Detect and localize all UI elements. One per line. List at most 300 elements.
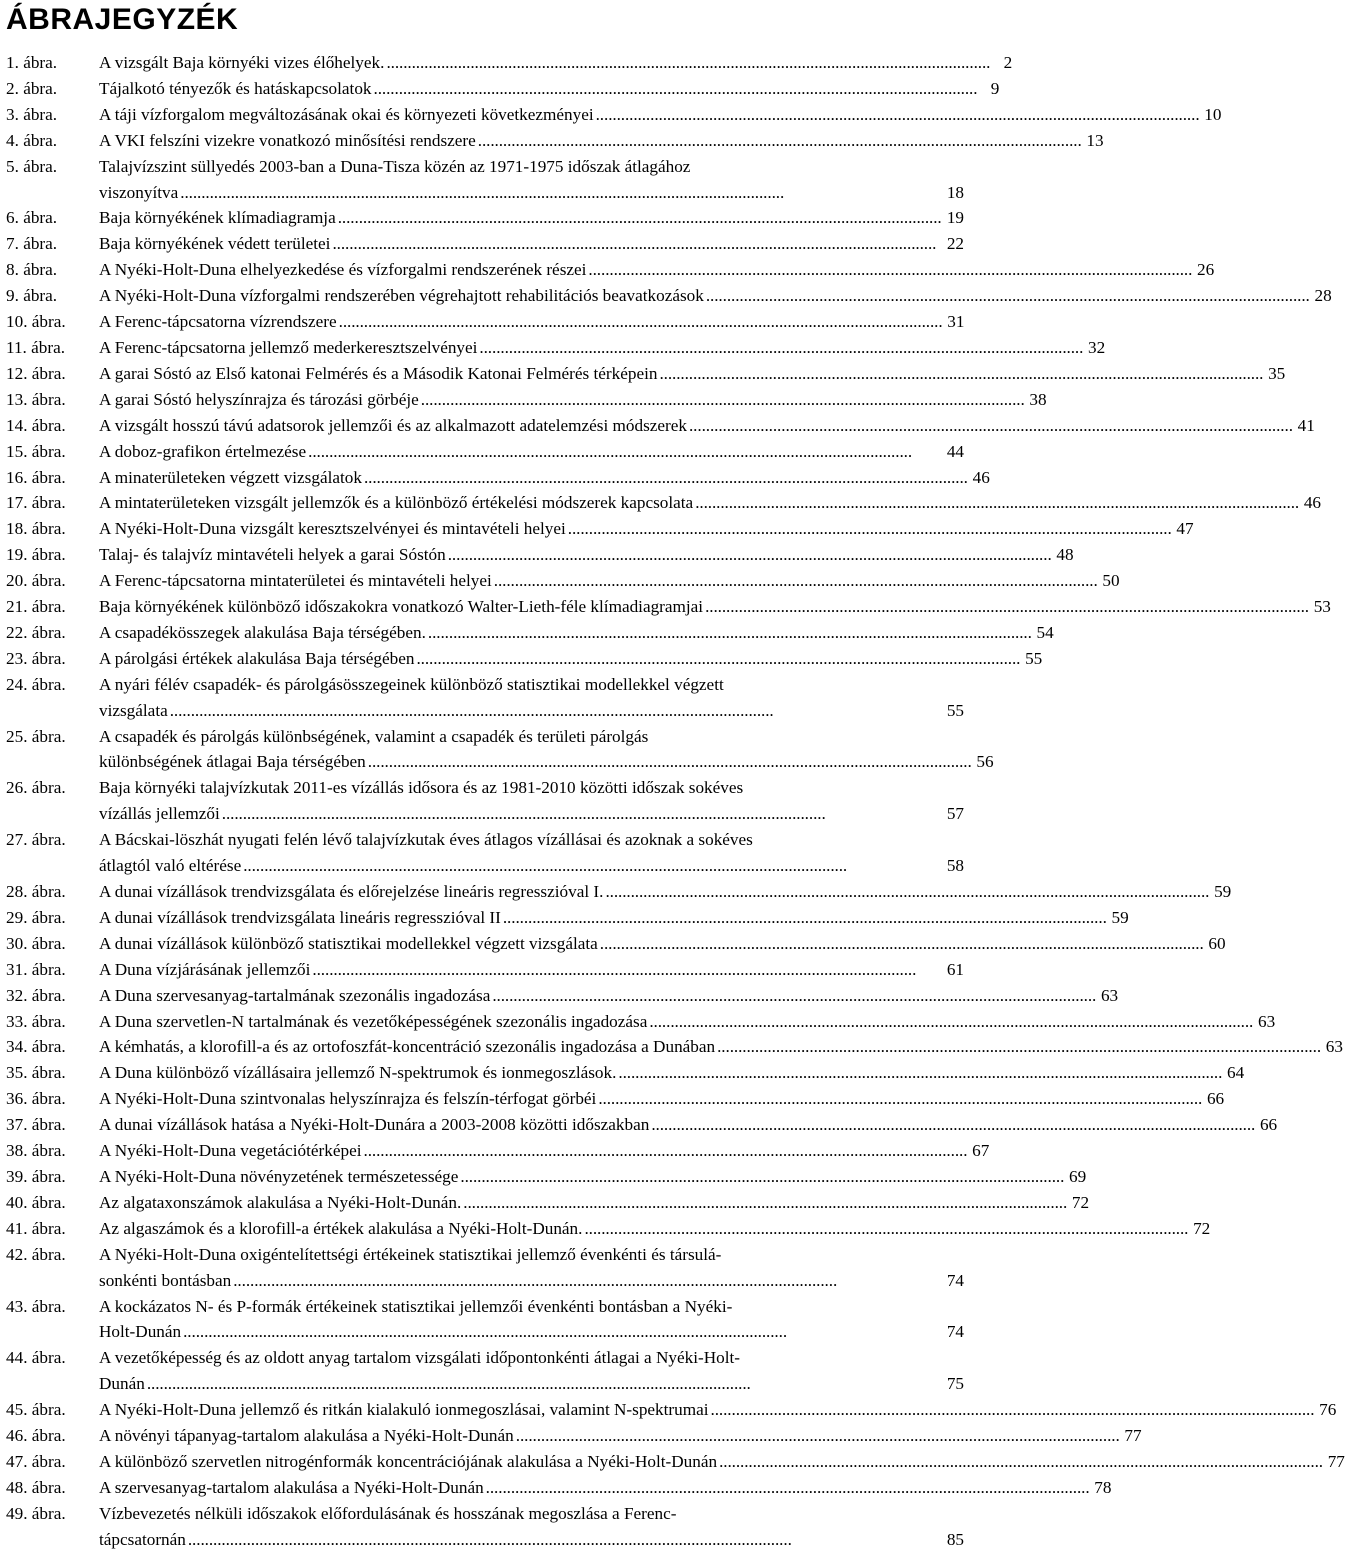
figure-number: 42. ábra. bbox=[6, 1244, 66, 1264]
figure-caption bbox=[99, 387, 1047, 413]
dot-leader bbox=[428, 620, 1030, 646]
dot-leader bbox=[600, 931, 1202, 957]
figure-caption bbox=[99, 257, 1215, 283]
toc-entry[interactable] bbox=[6, 387, 1047, 413]
figure-number: 43. ábra. bbox=[6, 1296, 66, 1316]
toc-entry[interactable] bbox=[6, 620, 1054, 646]
page-number: 54 bbox=[1036, 622, 1054, 642]
page-number: 10 bbox=[1204, 104, 1222, 124]
dot-leader bbox=[605, 879, 1207, 905]
page-number: 72 bbox=[1193, 1218, 1211, 1238]
toc-entry[interactable] bbox=[6, 516, 1194, 542]
figure-caption bbox=[99, 1242, 964, 1294]
toc-entry[interactable] bbox=[6, 1216, 1211, 1242]
toc-entry[interactable] bbox=[6, 957, 964, 983]
page-number: 2 bbox=[1003, 53, 1013, 72]
dot-leader bbox=[180, 180, 940, 206]
page-title: ÁBRAJEGYZÉK bbox=[6, 3, 239, 36]
toc-entry[interactable] bbox=[6, 775, 964, 827]
toc-entry[interactable] bbox=[6, 361, 1286, 387]
figure-caption bbox=[99, 620, 1054, 646]
figure-caption bbox=[99, 231, 964, 257]
caption-line: tápcsatornán bbox=[99, 1529, 186, 1549]
figure-caption bbox=[99, 879, 1232, 905]
page-number: 56 bbox=[976, 752, 994, 772]
figure-caption bbox=[99, 1034, 1343, 1060]
dot-leader bbox=[695, 490, 1297, 516]
figure-number: 29. ábra. bbox=[6, 907, 66, 927]
toc-entry[interactable] bbox=[6, 542, 1074, 568]
dot-leader bbox=[711, 1397, 1313, 1423]
dot-leader bbox=[717, 1034, 1319, 1060]
dot-leader bbox=[421, 387, 1023, 413]
caption-line: Talajvízszint süllyedés 2003-ban a Duna-Tisza közén az 1971-1975 időszak átlagához bbox=[99, 156, 691, 176]
page-number: 55 bbox=[1025, 648, 1043, 668]
caption-line: A Duna szervesanyag-tartalmának szezonális ingadozása bbox=[99, 985, 491, 1005]
page-number: 66 bbox=[1206, 1089, 1225, 1109]
figure-number: 41. ábra. bbox=[6, 1218, 66, 1238]
caption-line: A vizsgált Baja környéki vizes élőhelyek. bbox=[99, 53, 385, 72]
toc-entry[interactable] bbox=[6, 1423, 1142, 1449]
toc-entry[interactable] bbox=[6, 1164, 1087, 1190]
figure-number: 30. ábra. bbox=[6, 933, 66, 953]
caption-line: A táji vízforgalom megváltozásának okai és környezeti következményei bbox=[99, 104, 594, 124]
figure-number: 6. ábra. bbox=[6, 208, 58, 228]
page-number: 59 bbox=[1111, 907, 1129, 927]
figure-number: 36. ábra. bbox=[6, 1089, 66, 1109]
figure-number: 38. ábra. bbox=[6, 1141, 66, 1161]
toc-entry[interactable] bbox=[6, 1475, 1112, 1501]
caption-line: Az algaszámok és a klorofill-a értékek alakulása a Nyéki-Holt-Dunán. bbox=[99, 1218, 583, 1238]
figure-number: 13. ábra. bbox=[6, 389, 66, 409]
dot-leader bbox=[332, 231, 940, 257]
figure-caption bbox=[99, 1397, 1337, 1423]
toc-entry[interactable] bbox=[6, 1009, 1276, 1035]
dot-leader bbox=[188, 1527, 940, 1553]
figure-number: 16. ábra. bbox=[6, 467, 66, 487]
figure-caption bbox=[99, 827, 964, 879]
figure-caption bbox=[99, 646, 1043, 672]
caption-line: A nyári félév csapadék- és párolgásösszegeinek különböző statisztikai modellekkel végzett bbox=[99, 674, 724, 694]
toc-entry[interactable] bbox=[6, 983, 1119, 1009]
page-number: 63 bbox=[1325, 1037, 1343, 1057]
figure-number: 9. ábra. bbox=[6, 286, 58, 306]
caption-line: A dunai vízállások különböző statisztikai modellekkel végzett vizsgálata bbox=[99, 933, 598, 953]
dot-leader bbox=[416, 646, 1018, 672]
figure-caption bbox=[99, 335, 1106, 361]
figure-list bbox=[6, 50, 1345, 1553]
caption-line: A Nyéki-Holt-Duna elhelyezkedése és vízforgalmi rendszerének részei bbox=[99, 260, 587, 280]
page-number: 18 bbox=[946, 182, 964, 202]
caption-line: A különböző szervetlen nitrogénformák koncentrációjának alakulása a Nyéki-Holt-Dunán bbox=[99, 1451, 718, 1471]
page-number: 53 bbox=[1313, 597, 1331, 617]
dot-leader bbox=[368, 749, 970, 775]
figure-number: 27. ábra. bbox=[6, 830, 66, 850]
toc-entry[interactable] bbox=[6, 568, 1120, 594]
page-number: 32 bbox=[1088, 337, 1106, 357]
page-number: 13 bbox=[1086, 130, 1104, 150]
toc-entry[interactable] bbox=[6, 439, 964, 465]
page-number: 63 bbox=[1100, 985, 1119, 1005]
figure-number: 40. ábra. bbox=[6, 1192, 66, 1212]
figure-number: 23. ábra. bbox=[6, 648, 66, 668]
figure-number: 19. ábra. bbox=[6, 545, 66, 565]
caption-line: Tájalkotó tényezők és hatáskapcsolatok bbox=[99, 78, 372, 98]
dot-leader bbox=[233, 1268, 940, 1294]
dot-leader bbox=[719, 1449, 1321, 1475]
figure-number: 2. ábra. bbox=[6, 78, 58, 98]
caption-line: A minaterületeken végzett vizsgálatok bbox=[99, 467, 362, 487]
figure-caption bbox=[99, 724, 994, 776]
caption-line: vízállás jellemzői bbox=[99, 804, 220, 824]
caption-line: átlagtól való eltérése bbox=[99, 856, 242, 876]
dot-leader bbox=[312, 957, 940, 983]
page-number: 44 bbox=[946, 441, 964, 461]
page-number: 35 bbox=[1268, 363, 1286, 383]
figure-caption bbox=[99, 309, 964, 335]
dot-leader bbox=[618, 1060, 1220, 1086]
toc-entry[interactable] bbox=[6, 1397, 1337, 1423]
toc-entry[interactable] bbox=[6, 1242, 964, 1294]
toc-entry[interactable] bbox=[6, 931, 1226, 957]
figure-number: 3. ábra. bbox=[6, 104, 58, 124]
figure-number: 24. ábra. bbox=[6, 674, 66, 694]
page-number: 31 bbox=[947, 312, 965, 332]
dot-leader bbox=[651, 1112, 1253, 1138]
figure-number: 22. ábra. bbox=[6, 622, 66, 642]
figure-number: 10. ábra. bbox=[6, 312, 66, 332]
figure-caption bbox=[99, 1216, 1211, 1242]
dot-leader bbox=[448, 542, 1050, 568]
figure-caption bbox=[99, 1501, 964, 1553]
page-number: 77 bbox=[1124, 1426, 1142, 1446]
page-number: 67 bbox=[972, 1141, 990, 1161]
figure-caption bbox=[99, 1475, 1112, 1501]
caption-line: A kémhatás, a klorofill-a és az ortofoszfát-koncentráció szezonális ingadozása a Dunában bbox=[99, 1037, 716, 1057]
toc-entry[interactable] bbox=[6, 76, 1000, 102]
toc-entry[interactable] bbox=[6, 465, 990, 491]
page-number: 78 bbox=[1094, 1477, 1112, 1497]
caption-line: Vízbevezetés nélküli időszakok előfordulásának és hosszának megoszlása a Ferenc- bbox=[99, 1503, 677, 1523]
page-number: 72 bbox=[1071, 1192, 1090, 1212]
figure-number: 48. ábra. bbox=[6, 1477, 66, 1497]
toc-entry[interactable] bbox=[6, 1112, 1278, 1138]
dot-leader bbox=[492, 983, 1094, 1009]
toc-entry[interactable] bbox=[6, 879, 1232, 905]
toc-entry[interactable] bbox=[6, 309, 964, 335]
caption-line: Dunán bbox=[99, 1374, 145, 1394]
dot-leader bbox=[243, 853, 940, 879]
toc-entry[interactable] bbox=[6, 905, 1129, 931]
caption-line: A Nyéki-Holt-Duna jellemző és ritkán kialakuló ionmegoszlásai, valamint N-spektrumai bbox=[99, 1400, 709, 1420]
figure-number: 34. ábra. bbox=[6, 1037, 66, 1057]
toc-entry[interactable] bbox=[6, 1345, 964, 1397]
figure-caption bbox=[99, 102, 1222, 128]
toc-entry[interactable] bbox=[6, 1086, 1225, 1112]
caption-line: viszonyítva bbox=[99, 182, 179, 202]
page-number: 46 bbox=[972, 467, 990, 487]
toc-entry[interactable] bbox=[6, 672, 964, 724]
caption-line: A dunai vízállások trendvizsgálata lineáris regresszióval II bbox=[99, 907, 501, 927]
toc-entry[interactable] bbox=[6, 154, 964, 206]
dot-leader bbox=[705, 594, 1307, 620]
figure-number: 4. ábra. bbox=[6, 130, 58, 150]
page-number: 64 bbox=[1227, 1063, 1245, 1083]
dot-leader bbox=[649, 1009, 1251, 1035]
figure-number: 37. ábra. bbox=[6, 1115, 66, 1135]
figure-caption bbox=[99, 1345, 964, 1397]
dot-leader bbox=[659, 361, 1261, 387]
dot-leader bbox=[479, 335, 1081, 361]
figure-caption bbox=[99, 1423, 1142, 1449]
caption-line: A VKI felszíni vizekre vonatkozó minősítési rendszere bbox=[99, 130, 476, 150]
toc-entry[interactable] bbox=[6, 102, 1222, 128]
page-number: 75 bbox=[946, 1374, 964, 1394]
page-number: 66 bbox=[1259, 1115, 1278, 1135]
caption-line: Baja környékének különböző időszakokra vonatkozó Walter-Lieth-féle klímadiagramjai bbox=[99, 597, 704, 617]
figure-caption bbox=[99, 983, 1119, 1009]
figure-number: 49. ábra. bbox=[6, 1503, 66, 1523]
dot-leader bbox=[364, 465, 966, 491]
figure-caption bbox=[99, 542, 1074, 568]
caption-line: A Nyéki-Holt-Duna vegetációtérképei bbox=[99, 1141, 362, 1161]
figure-number: 47. ábra. bbox=[6, 1451, 66, 1471]
page-number: 26 bbox=[1197, 260, 1215, 280]
toc-entry[interactable] bbox=[6, 646, 1043, 672]
dot-leader bbox=[374, 76, 976, 102]
figure-number: 31. ábra. bbox=[6, 959, 66, 979]
dot-leader bbox=[308, 439, 940, 465]
figure-number: 14. ábra. bbox=[6, 415, 66, 435]
caption-line: Az algataxonszámok alakulása a Nyéki-Holt-Dunán. bbox=[99, 1192, 462, 1212]
figure-number: 35. ábra. bbox=[6, 1063, 66, 1083]
figure-caption bbox=[99, 594, 1331, 620]
figure-caption bbox=[99, 1086, 1225, 1112]
caption-line: sonkénti bontásban bbox=[99, 1270, 232, 1290]
toc-entry[interactable] bbox=[6, 1449, 1345, 1475]
figure-caption bbox=[99, 516, 1194, 542]
figure-number: 28. ábra. bbox=[6, 882, 66, 901]
figure-caption bbox=[99, 1294, 964, 1346]
caption-line: A Nyéki-Holt-Duna növényzetének természetessége bbox=[99, 1166, 459, 1186]
caption-line: Baja környékének klímadiagramja bbox=[99, 208, 336, 228]
figure-number: 46. ábra. bbox=[6, 1426, 66, 1446]
figure-number: 32. ábra. bbox=[6, 985, 66, 1005]
figure-caption bbox=[99, 1190, 1090, 1216]
page-number: 48 bbox=[1056, 545, 1074, 565]
page-number: 9 bbox=[990, 78, 1000, 98]
caption-line: A Nyéki-Holt-Duna vízforgalmi rendszerében végrehajtott rehabilitációs beavatkozások bbox=[99, 286, 704, 306]
figure-caption bbox=[99, 775, 964, 827]
figure-caption bbox=[99, 50, 1013, 76]
page-number: 46 bbox=[1303, 493, 1321, 513]
toc-entry[interactable] bbox=[6, 1138, 990, 1164]
page-number: 41 bbox=[1297, 415, 1315, 435]
toc-entry[interactable] bbox=[6, 490, 1321, 516]
toc-entry[interactable] bbox=[6, 724, 994, 776]
figure-number: 1. ábra. bbox=[6, 53, 58, 72]
dot-leader bbox=[494, 568, 1096, 594]
caption-line: A dunai vízállások hatása a Nyéki-Holt-Dunára a 2003-2008 közötti időszakban bbox=[99, 1115, 650, 1135]
caption-line: vizsgálata bbox=[99, 700, 168, 720]
caption-line: A növényi tápanyag-tartalom alakulása a Nyéki-Holt-Dunán bbox=[99, 1426, 514, 1446]
figure-caption bbox=[99, 490, 1321, 516]
caption-line: A Duna különböző vízállásaira jellemző N-spektrumok és ionmegoszlások. bbox=[99, 1063, 617, 1083]
page-number: 58 bbox=[946, 856, 964, 876]
page-number: 50 bbox=[1102, 571, 1120, 591]
dot-leader bbox=[460, 1164, 1062, 1190]
page-number: 74 bbox=[946, 1270, 964, 1290]
figure-caption bbox=[99, 154, 964, 206]
figure-caption bbox=[99, 205, 964, 231]
caption-line: A Ferenc-tápcsatorna mintaterületei és mintavételi helyei bbox=[99, 571, 492, 591]
figure-caption bbox=[99, 465, 990, 491]
figure-caption bbox=[99, 283, 1332, 309]
figure-number: 7. ábra. bbox=[6, 234, 58, 254]
toc-entry[interactable] bbox=[6, 594, 1331, 620]
figure-number: 17. ábra. bbox=[6, 493, 66, 513]
figure-number: 44. ábra. bbox=[6, 1348, 66, 1368]
caption-line: A Ferenc-tápcsatorna jellemző mederkeresztszelvényei bbox=[99, 337, 478, 357]
dot-leader bbox=[486, 1475, 1088, 1501]
caption-line: A szervesanyag-tartalom alakulása a Nyéki-Holt-Dunán bbox=[99, 1477, 484, 1497]
caption-line: A csapadék és párolgás különbségének, valamint a csapadék és területi párolgás bbox=[99, 726, 649, 746]
figure-caption bbox=[99, 128, 1104, 154]
page-number: 77 bbox=[1327, 1451, 1345, 1471]
caption-line: A csapadékösszegek alakulása Baja térségében. bbox=[99, 622, 426, 642]
page-number: 69 bbox=[1069, 1166, 1087, 1186]
dot-leader bbox=[183, 1319, 940, 1345]
caption-line: A garai Sóstó helyszínrajza és tározási görbéje bbox=[99, 389, 419, 409]
dot-leader bbox=[516, 1423, 1118, 1449]
figure-caption bbox=[99, 1009, 1276, 1035]
dot-leader bbox=[463, 1190, 1065, 1216]
page-number: 57 bbox=[946, 804, 964, 824]
toc-entry[interactable] bbox=[6, 1190, 1090, 1216]
figure-caption bbox=[99, 1449, 1345, 1475]
page-number: 47 bbox=[1176, 519, 1194, 539]
caption-line: A Nyéki-Holt-Duna vizsgált keresztszelvényei és mintavételi helyei bbox=[99, 519, 566, 539]
dot-leader bbox=[222, 801, 940, 827]
toc-entry[interactable] bbox=[6, 335, 1106, 361]
caption-line: A doboz-grafikon értelmezése bbox=[99, 441, 307, 461]
figure-caption bbox=[99, 931, 1226, 957]
caption-line: A vizsgált hosszú távú adatsorok jellemzői és az alkalmazott adatelemzési módszerek bbox=[99, 415, 687, 435]
toc-entry[interactable] bbox=[6, 1294, 964, 1346]
figure-caption bbox=[99, 1060, 1245, 1086]
toc-entry[interactable] bbox=[6, 283, 1332, 309]
page-number: 60 bbox=[1208, 933, 1226, 953]
figure-caption bbox=[99, 1112, 1278, 1138]
toc-entry[interactable] bbox=[6, 1034, 1343, 1060]
dot-leader bbox=[596, 102, 1198, 128]
figure-number: 15. ábra. bbox=[6, 441, 66, 461]
figure-caption bbox=[99, 361, 1286, 387]
figure-number: 33. ábra. bbox=[6, 1011, 66, 1031]
caption-line: A Bácskai-löszhát nyugati felén lévő talajvízkutak éves átlagos vízállásai és azoknak a sokéves bbox=[99, 830, 753, 850]
figure-caption bbox=[99, 672, 964, 724]
page-number: 61 bbox=[946, 959, 964, 979]
figure-number: 8. ábra. bbox=[6, 260, 58, 280]
page-number: 38 bbox=[1029, 389, 1047, 409]
toc-entry[interactable] bbox=[6, 257, 1215, 283]
caption-line: A Nyéki-Holt-Duna oxigéntelítettségi értékeinek statisztikai jellemző évenkénti és társulá- bbox=[99, 1244, 722, 1264]
toc-entry[interactable] bbox=[6, 413, 1315, 439]
dot-leader bbox=[584, 1216, 1186, 1242]
caption-line: A Duna vízjárásának jellemzői bbox=[99, 959, 311, 979]
figure-caption bbox=[99, 1138, 990, 1164]
caption-line: A párolgási értékek alakulása Baja térségében bbox=[99, 648, 415, 668]
figure-number: 26. ábra. bbox=[6, 778, 66, 798]
toc-entry[interactable] bbox=[6, 827, 964, 879]
page-number: 76 bbox=[1319, 1400, 1337, 1420]
figure-number: 11. ábra. bbox=[6, 337, 66, 357]
caption-line: A Nyéki-Holt-Duna szintvonalas helyszínrajza és felszín-térfogat görbéi bbox=[99, 1089, 597, 1109]
figure-number: 25. ábra. bbox=[6, 726, 66, 746]
caption-line: A dunai vízállások trendvizsgálata és előrejelzése lineáris regresszióval I. bbox=[99, 882, 604, 901]
dot-leader bbox=[598, 1086, 1200, 1112]
caption-line: Baja környéki talajvízkutak 2011-es vízállás idősora és az 1981-2010 közötti időszak sokéves bbox=[99, 778, 744, 798]
page-number: 28 bbox=[1314, 286, 1332, 306]
figure-caption bbox=[99, 1164, 1087, 1190]
toc-entry[interactable] bbox=[6, 1060, 1245, 1086]
page-number: 22 bbox=[946, 234, 964, 254]
caption-line: A garai Sóstó az Első katonai Felmérés és a Második Katonai Felmérés térképein bbox=[99, 363, 658, 383]
toc-entry[interactable] bbox=[6, 1501, 964, 1553]
page-number: 55 bbox=[946, 700, 964, 720]
figure-number: 39. ábra. bbox=[6, 1166, 66, 1186]
figure-caption bbox=[99, 957, 964, 983]
caption-line: A Duna szervetlen-N tartalmának és vezetőképességének szezonális ingadozása bbox=[99, 1011, 648, 1031]
dot-leader bbox=[147, 1371, 940, 1397]
dot-leader bbox=[706, 283, 1308, 309]
caption-line: Holt-Dunán bbox=[99, 1322, 182, 1342]
dot-leader bbox=[339, 309, 941, 335]
dot-leader bbox=[689, 413, 1291, 439]
caption-line: A kockázatos N- és P-formák értékeinek statisztikai jellemzői évenkénti bontásban a Nyéki- bbox=[99, 1296, 733, 1316]
caption-line: A mintaterületeken vizsgált jellemzők és a különböző értékelési módszerek kapcsolata bbox=[99, 493, 694, 513]
dot-leader bbox=[338, 205, 940, 231]
caption-line: különbségének átlagai Baja térségében bbox=[99, 752, 366, 772]
dot-leader bbox=[588, 257, 1190, 283]
dot-leader bbox=[170, 698, 940, 724]
figure-number: 45. ábra. bbox=[6, 1400, 66, 1420]
toc-entry[interactable] bbox=[6, 128, 1104, 154]
caption-line: A Ferenc-tápcsatorna vízrendszere bbox=[99, 312, 337, 332]
dot-leader bbox=[478, 128, 1080, 154]
caption-line: Baja környékének védett területei bbox=[99, 234, 331, 254]
figure-number: 18. ábra. bbox=[6, 519, 66, 539]
dot-leader bbox=[503, 905, 1105, 931]
dot-leader bbox=[386, 50, 988, 76]
page-number: 59 bbox=[1214, 882, 1232, 901]
page-number: 19 bbox=[946, 208, 964, 228]
dot-leader bbox=[364, 1138, 966, 1164]
toc-entry[interactable] bbox=[6, 231, 964, 257]
toc-entry[interactable] bbox=[6, 50, 1013, 76]
caption-line: A vezetőképesség és az oldott anyag tartalom vizsgálati időpontonkénti átlagai a Nyéki-Holt- bbox=[99, 1348, 740, 1368]
figure-number: 12. ábra. bbox=[6, 363, 66, 383]
figure-number: 5. ábra. bbox=[6, 156, 58, 176]
figure-caption bbox=[99, 905, 1129, 931]
figure-caption bbox=[99, 439, 964, 465]
dot-leader bbox=[568, 516, 1170, 542]
figure-number: 20. ábra. bbox=[6, 571, 66, 591]
page-number: 74 bbox=[946, 1322, 964, 1342]
figure-number: 21. ábra. bbox=[6, 597, 66, 617]
toc-entry[interactable] bbox=[6, 205, 964, 231]
figure-caption bbox=[99, 76, 1000, 102]
